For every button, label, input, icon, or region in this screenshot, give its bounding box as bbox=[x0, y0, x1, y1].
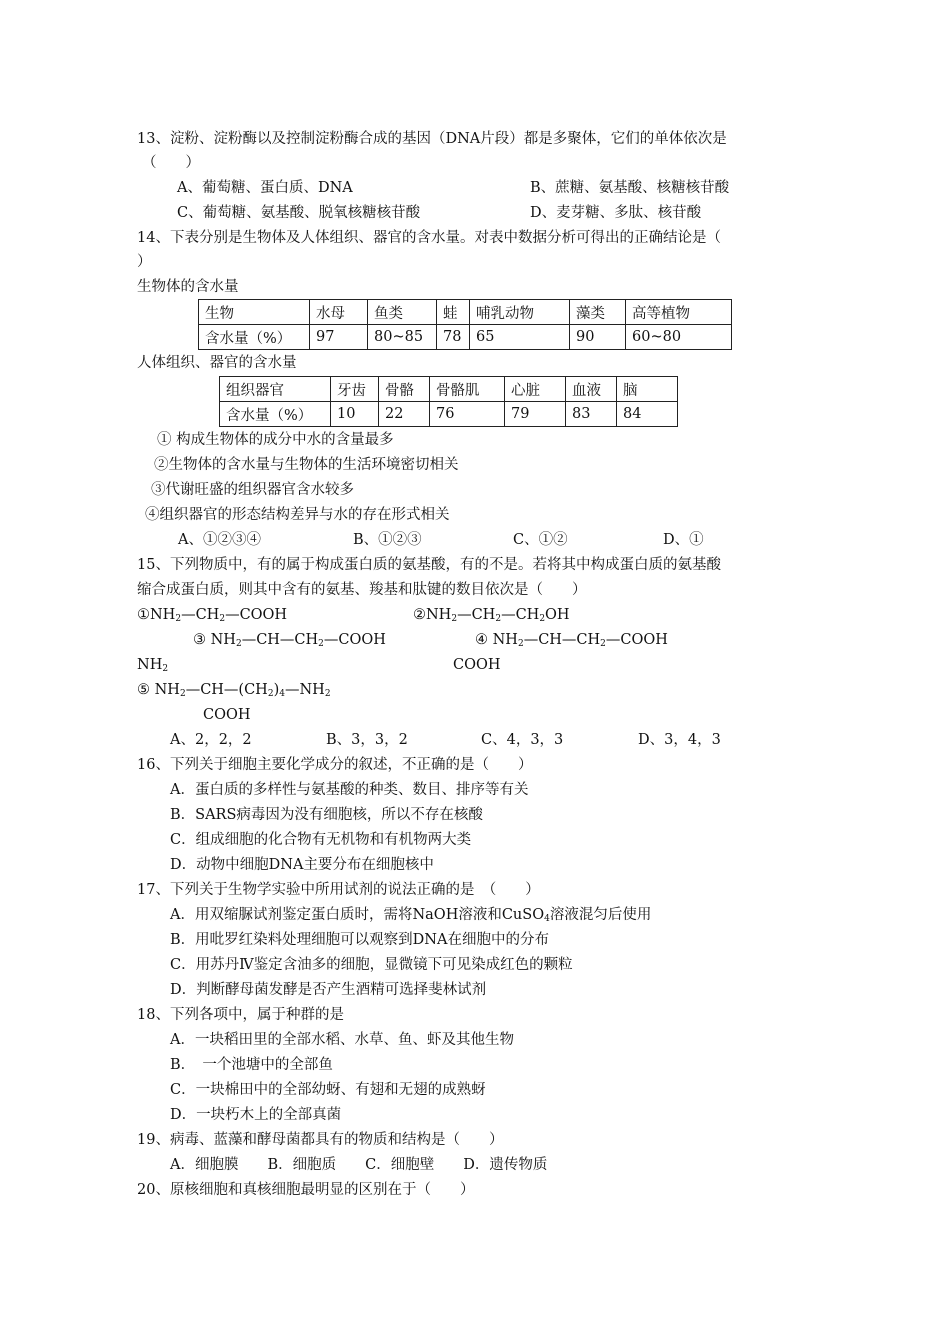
table-row bbox=[220, 402, 678, 427]
q19-stem: 19、病毒、蓝藻和酵母菌都具有的物质和结构是（ ） bbox=[137, 1132, 504, 1148]
table-cell: 含水量（%） bbox=[220, 402, 331, 427]
q14-stem-end: ） bbox=[137, 254, 152, 270]
q15-stem-line1: 15、下列物质中，有的属于构成蛋白质的氨基酸，有的不是。若将其中构成蛋白质的氨基酸 bbox=[137, 557, 721, 573]
q14-option-c: C、①② bbox=[513, 532, 568, 548]
q16-option-d: D．动物中细胞DNA主要分布在细胞核中 bbox=[170, 857, 434, 873]
q18-option-d: D．一块朽木上的全部真菌 bbox=[170, 1107, 342, 1123]
q15-option-d: D、3，4，3 bbox=[638, 732, 721, 748]
q20-stem: 20、原核细胞和真核细胞最明显的区别在于（ ） bbox=[137, 1182, 475, 1198]
table-cell: 牙齿 bbox=[331, 377, 379, 402]
table2-title: 人体组织、器官的含水量 bbox=[137, 355, 297, 371]
table-cell: 鱼类 bbox=[368, 300, 437, 325]
table-cell: 84 bbox=[617, 402, 678, 427]
table-cell: 78 bbox=[437, 325, 470, 350]
q17-option-b: B．用吡罗红染料处理细胞可以观察到DNA在细胞中的分布 bbox=[170, 932, 549, 948]
formula-2: $②NH_2—CH_2—CH_2OH$ bbox=[413, 607, 570, 624]
table-cell: 76 bbox=[430, 402, 505, 427]
q13-paren: （ ） bbox=[142, 155, 200, 171]
table-cell: 22 bbox=[379, 402, 430, 427]
q18-option-a: A．一块稻田里的全部水稻、水草、鱼、虾及其他生物 bbox=[170, 1032, 514, 1048]
q16-option-a: A．蛋白质的多样性与氨基酸的种类、数目、排序等有关 bbox=[170, 782, 529, 798]
table-cell: 心脏 bbox=[505, 377, 566, 402]
table-cell: 蛙 bbox=[437, 300, 470, 325]
q18-stem: 18、下列各项中，属于种群的是 bbox=[137, 1007, 344, 1023]
formula-4-branch: COOH bbox=[453, 657, 501, 673]
q14-stem: 14、下表分别是生物体及人体组织、器官的含水量。对表中数据分析可得出的正确结论是（ bbox=[137, 230, 721, 246]
table-cell: 骨骼 bbox=[379, 377, 430, 402]
table-cell: 79 bbox=[505, 402, 566, 427]
q18-option-c: C．一块棉田中的全部幼蚜、有翅和无翅的成熟蚜 bbox=[170, 1082, 486, 1098]
table-cell: 生物 bbox=[199, 300, 310, 325]
q14-statement-1: ① 构成生物体的成分中水的含量最多 bbox=[157, 432, 394, 448]
table-row bbox=[199, 300, 732, 325]
formula-4: ④ $NH_2—CH—CH_2—COOH$ bbox=[475, 632, 668, 649]
q13-stem: 13、淀粉、淀粉酶以及控制淀粉酶合成的基因（DNA片段）都是多聚体，它们的单体依次是 bbox=[137, 131, 727, 147]
table-row bbox=[199, 325, 732, 350]
table-cell: 脑 bbox=[617, 377, 678, 402]
table-cell: 组织器官 bbox=[220, 377, 331, 402]
formula-5-branch: COOH bbox=[203, 707, 251, 723]
q13-option-c: C、葡萄糖、氨基酸、脱氧核糖核苷酸 bbox=[177, 205, 421, 221]
q16-stem: 16、下列关于细胞主要化学成分的叙述，不正确的是（ ） bbox=[137, 757, 533, 773]
table1-title: 生物体的含水量 bbox=[137, 279, 239, 295]
q15-option-c: C、4，3，3 bbox=[481, 732, 564, 748]
table-cell: 65 bbox=[470, 325, 570, 350]
q17-option-c: C．用苏丹Ⅳ鉴定含油多的细胞，显微镜下可见染成红色的颗粒 bbox=[170, 957, 573, 973]
q14-option-b: B、①②③ bbox=[353, 532, 422, 548]
table-cell: 97 bbox=[310, 325, 368, 350]
q16-option-c: C．组成细胞的化合物有无机物和有机物两大类 bbox=[170, 832, 472, 848]
formula-3: ③ $NH_2—CH—CH_2—COOH$ bbox=[193, 632, 386, 649]
table-cell: 90 bbox=[570, 325, 626, 350]
q16-option-b: B．SARS病毒因为没有细胞核，所以不存在核酸 bbox=[170, 807, 483, 823]
q18-option-b: B． 一个池塘中的全部鱼 bbox=[170, 1057, 333, 1073]
q14-statement-4: ④组织器官的形态结构差异与水的存在形式相关 bbox=[145, 507, 450, 523]
q13-option-d: D、麦芽糖、多肽、核苷酸 bbox=[530, 205, 702, 221]
water-content-tissues-table bbox=[219, 376, 678, 427]
q14-option-a: A、①②③④ bbox=[178, 532, 261, 548]
table-cell: 水母 bbox=[310, 300, 368, 325]
q15-option-b: B、3，3，2 bbox=[326, 732, 408, 748]
water-content-organisms-table bbox=[198, 299, 732, 350]
table-cell: 83 bbox=[566, 402, 617, 427]
table-cell: 高等植物 bbox=[626, 300, 732, 325]
q17-option-d: D．判断酵母菌发酵是否产生酒精可选择斐林试剂 bbox=[170, 982, 487, 998]
table-row bbox=[220, 377, 678, 402]
formula-3-branch: $NH_2$ bbox=[137, 657, 169, 674]
formula-5: ⑤ $NH_2—CH—(CH_2)_4—NH_2$ bbox=[137, 682, 331, 699]
table-cell: 10 bbox=[331, 402, 379, 427]
table-cell: 80~85 bbox=[368, 325, 437, 350]
q17-option-a: A．用双缩脲试剂鉴定蛋白质时，需将NaOH溶液和CuSO$_4$溶液混匀后使用 bbox=[170, 907, 652, 924]
q13-option-a: A、葡萄糖、蛋白质、DNA bbox=[177, 180, 353, 196]
table-cell: 血液 bbox=[566, 377, 617, 402]
table-cell: 哺乳动物 bbox=[470, 300, 570, 325]
q13-option-b: B、蔗糖、氨基酸、核糖核苷酸 bbox=[530, 180, 730, 196]
table-cell: 含水量（%） bbox=[199, 325, 310, 350]
q14-option-d: D、① bbox=[663, 532, 704, 548]
q17-stem: 17、下列关于生物学实验中所用试剂的说法正确的是 （ ） bbox=[137, 882, 540, 898]
formula-1: $①NH_2—CH_2—COOH$ bbox=[137, 607, 288, 624]
table-cell: 藻类 bbox=[570, 300, 626, 325]
q14-statement-3: ③代谢旺盛的组织器官含水较多 bbox=[151, 482, 354, 498]
q15-stem-line2: 缩合成蛋白质，则其中含有的氨基、羧基和肽键的数目依次是（ ） bbox=[137, 582, 587, 598]
table-cell: 骨骼肌 bbox=[430, 377, 505, 402]
q15-option-a: A、2，2，2 bbox=[170, 732, 252, 748]
q14-statement-2: ②生物体的含水量与生物体的生活环境密切相关 bbox=[154, 457, 459, 473]
table-cell: 60~80 bbox=[626, 325, 732, 350]
q19-options: A．细胞膜 B．细胞质 C．细胞壁 D．遗传物质 bbox=[170, 1157, 548, 1173]
